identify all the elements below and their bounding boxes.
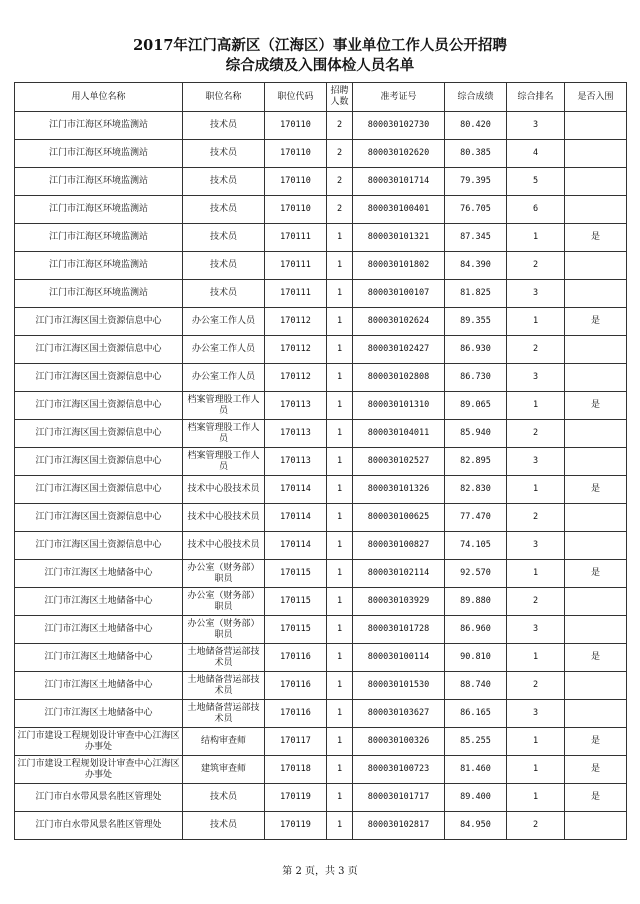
table-row xyxy=(15,756,627,784)
cell-shortlisted: 是 xyxy=(565,784,627,812)
cell-position: 档案管理股工作人员 xyxy=(183,448,265,476)
cell-quota: 1 xyxy=(327,504,353,532)
header-shortlisted: 是否入围 xyxy=(565,83,627,112)
cell-rank: 1 xyxy=(507,308,565,336)
cell-ticket: 800030100107 xyxy=(353,280,445,308)
cell-unit: 江门市江海区土地储备中心 xyxy=(15,672,183,700)
cell-quota: 2 xyxy=(327,168,353,196)
cell-quota: 2 xyxy=(327,112,353,140)
cell-rank: 3 xyxy=(507,364,565,392)
cell-rank: 3 xyxy=(507,280,565,308)
cell-code: 170113 xyxy=(265,392,327,420)
cell-unit: 江门市江海区国土资源信息中心 xyxy=(15,392,183,420)
cell-score: 86.930 xyxy=(445,336,507,364)
cell-unit: 江门市江海区土地储备中心 xyxy=(15,560,183,588)
cell-ticket: 800030100625 xyxy=(353,504,445,532)
table-row xyxy=(15,532,627,560)
cell-unit: 江门市江海区环境监测站 xyxy=(15,112,183,140)
cell-score: 85.940 xyxy=(445,420,507,448)
cell-code: 170114 xyxy=(265,532,327,560)
table-row xyxy=(15,252,627,280)
cell-code: 170116 xyxy=(265,644,327,672)
cell-rank: 1 xyxy=(507,224,565,252)
table-row xyxy=(15,336,627,364)
table-row xyxy=(15,420,627,448)
table-row xyxy=(15,448,627,476)
cell-score: 89.880 xyxy=(445,588,507,616)
cell-code: 170114 xyxy=(265,476,327,504)
cell-code: 170115 xyxy=(265,560,327,588)
cell-rank: 2 xyxy=(507,420,565,448)
cell-rank: 1 xyxy=(507,644,565,672)
table-row xyxy=(15,616,627,644)
cell-quota: 1 xyxy=(327,280,353,308)
cell-unit: 江门市江海区环境监测站 xyxy=(15,280,183,308)
cell-quota: 1 xyxy=(327,756,353,784)
cell-position: 办公室工作人员 xyxy=(183,336,265,364)
cell-position: 技术员 xyxy=(183,224,265,252)
cell-score: 86.730 xyxy=(445,364,507,392)
cell-position: 办公室（财务部）职员 xyxy=(183,588,265,616)
cell-position: 档案管理股工作人员 xyxy=(183,392,265,420)
cell-score: 76.705 xyxy=(445,196,507,224)
cell-unit: 江门市江海区土地储备中心 xyxy=(15,644,183,672)
cell-quota: 1 xyxy=(327,252,353,280)
cell-position: 办公室工作人员 xyxy=(183,308,265,336)
table-header-row xyxy=(15,83,627,112)
table-row xyxy=(15,112,627,140)
cell-quota: 2 xyxy=(327,140,353,168)
cell-score: 85.255 xyxy=(445,728,507,756)
cell-rank: 5 xyxy=(507,168,565,196)
cell-rank: 1 xyxy=(507,560,565,588)
table-row xyxy=(15,308,627,336)
cell-ticket: 800030101728 xyxy=(353,616,445,644)
cell-quota: 1 xyxy=(327,308,353,336)
cell-score: 82.895 xyxy=(445,448,507,476)
cell-shortlisted xyxy=(565,364,627,392)
cell-ticket: 800030100401 xyxy=(353,196,445,224)
cell-position: 技术员 xyxy=(183,112,265,140)
cell-ticket: 800030102114 xyxy=(353,560,445,588)
cell-score: 86.165 xyxy=(445,700,507,728)
cell-shortlisted: 是 xyxy=(565,728,627,756)
cell-unit: 江门市江海区环境监测站 xyxy=(15,196,183,224)
cell-shortlisted: 是 xyxy=(565,308,627,336)
cell-quota: 1 xyxy=(327,588,353,616)
cell-unit: 江门市江海区环境监测站 xyxy=(15,140,183,168)
cell-ticket: 800030104011 xyxy=(353,420,445,448)
cell-ticket: 800030102730 xyxy=(353,112,445,140)
cell-score: 89.400 xyxy=(445,784,507,812)
cell-quota: 1 xyxy=(327,448,353,476)
cell-shortlisted xyxy=(565,196,627,224)
cell-unit: 江门市江海区环境监测站 xyxy=(15,252,183,280)
cell-shortlisted xyxy=(565,672,627,700)
cell-ticket: 800030103627 xyxy=(353,700,445,728)
cell-shortlisted xyxy=(565,448,627,476)
table-row xyxy=(15,280,627,308)
header-score: 综合成绩 xyxy=(445,83,507,112)
table-row xyxy=(15,224,627,252)
cell-code: 170111 xyxy=(265,280,327,308)
table-row xyxy=(15,364,627,392)
cell-score: 77.470 xyxy=(445,504,507,532)
cell-score: 80.385 xyxy=(445,140,507,168)
cell-code: 170110 xyxy=(265,140,327,168)
cell-quota: 1 xyxy=(327,224,353,252)
cell-score: 81.825 xyxy=(445,280,507,308)
cell-shortlisted xyxy=(565,700,627,728)
table-row xyxy=(15,140,627,168)
cell-unit: 江门市江海区土地储备中心 xyxy=(15,616,183,644)
cell-rank: 3 xyxy=(507,616,565,644)
cell-rank: 3 xyxy=(507,700,565,728)
cell-shortlisted: 是 xyxy=(565,756,627,784)
cell-rank: 3 xyxy=(507,532,565,560)
cell-ticket: 800030101717 xyxy=(353,784,445,812)
cell-code: 170113 xyxy=(265,420,327,448)
cell-position: 建筑审查师 xyxy=(183,756,265,784)
cell-score: 79.395 xyxy=(445,168,507,196)
cell-unit: 江门市江海区国土资源信息中心 xyxy=(15,420,183,448)
cell-rank: 2 xyxy=(507,812,565,840)
cell-code: 170118 xyxy=(265,756,327,784)
cell-rank: 3 xyxy=(507,448,565,476)
cell-code: 170119 xyxy=(265,812,327,840)
cell-score: 74.105 xyxy=(445,532,507,560)
cell-position: 土地储备营运部技术员 xyxy=(183,700,265,728)
cell-score: 81.460 xyxy=(445,756,507,784)
cell-code: 170115 xyxy=(265,588,327,616)
cell-ticket: 800030100723 xyxy=(353,756,445,784)
results-table xyxy=(14,82,627,840)
cell-position: 技术员 xyxy=(183,812,265,840)
cell-score: 86.960 xyxy=(445,616,507,644)
cell-position: 技术中心股技术员 xyxy=(183,504,265,532)
cell-rank: 1 xyxy=(507,476,565,504)
cell-score: 89.355 xyxy=(445,308,507,336)
cell-position: 技术员 xyxy=(183,168,265,196)
cell-rank: 2 xyxy=(507,588,565,616)
cell-quota: 1 xyxy=(327,560,353,588)
cell-shortlisted xyxy=(565,112,627,140)
cell-ticket: 800030102427 xyxy=(353,336,445,364)
header-rank: 综合排名 xyxy=(507,83,565,112)
cell-code: 170115 xyxy=(265,616,327,644)
table-row xyxy=(15,560,627,588)
cell-position: 技术中心股技术员 xyxy=(183,476,265,504)
cell-rank: 1 xyxy=(507,392,565,420)
cell-unit: 江门市江海区国土资源信息中心 xyxy=(15,532,183,560)
cell-ticket: 800030101310 xyxy=(353,392,445,420)
cell-shortlisted: 是 xyxy=(565,560,627,588)
table-row xyxy=(15,672,627,700)
cell-position: 办公室（财务部）职员 xyxy=(183,616,265,644)
table-row xyxy=(15,784,627,812)
cell-position: 土地储备营运部技术员 xyxy=(183,672,265,700)
cell-unit: 江门市建设工程规划设计审查中心江海区办事处 xyxy=(15,728,183,756)
cell-unit: 江门市江海区国土资源信息中心 xyxy=(15,364,183,392)
cell-shortlisted: 是 xyxy=(565,392,627,420)
cell-ticket: 800030100326 xyxy=(353,728,445,756)
cell-ticket: 800030102624 xyxy=(353,308,445,336)
cell-shortlisted xyxy=(565,280,627,308)
header-position: 职位名称 xyxy=(183,83,265,112)
cell-shortlisted xyxy=(565,588,627,616)
cell-unit: 江门市江海区国土资源信息中心 xyxy=(15,308,183,336)
cell-code: 170110 xyxy=(265,168,327,196)
cell-unit: 江门市江海区国土资源信息中心 xyxy=(15,504,183,532)
table-row xyxy=(15,812,627,840)
cell-unit: 江门市江海区环境监测站 xyxy=(15,224,183,252)
cell-shortlisted xyxy=(565,420,627,448)
cell-position: 技术员 xyxy=(183,252,265,280)
cell-score: 89.065 xyxy=(445,392,507,420)
document-subtitle: 综合成绩及入围体检人员名单 xyxy=(225,57,415,74)
cell-unit: 江门市建设工程规划设计审查中心江海区办事处 xyxy=(15,756,183,784)
cell-unit: 江门市江海区土地储备中心 xyxy=(15,588,183,616)
cell-ticket: 800030101714 xyxy=(353,168,445,196)
cell-shortlisted xyxy=(565,504,627,532)
cell-position: 档案管理股工作人员 xyxy=(183,420,265,448)
cell-shortlisted xyxy=(565,168,627,196)
cell-code: 170110 xyxy=(265,112,327,140)
cell-quota: 1 xyxy=(327,476,353,504)
header-unit: 用人单位名称 xyxy=(15,83,183,112)
cell-unit: 江门市江海区国土资源信息中心 xyxy=(15,336,183,364)
table-body xyxy=(15,112,627,840)
cell-ticket: 800030101802 xyxy=(353,252,445,280)
cell-score: 92.570 xyxy=(445,560,507,588)
cell-code: 170113 xyxy=(265,448,327,476)
document-title: 2017年江门高新区（江海区）事业单位工作人员公开招聘 xyxy=(133,37,507,54)
table-row xyxy=(15,168,627,196)
cell-ticket: 800030102527 xyxy=(353,448,445,476)
cell-position: 办公室工作人员 xyxy=(183,364,265,392)
header-code: 职位代码 xyxy=(265,83,327,112)
cell-position: 土地储备营运部技术员 xyxy=(183,644,265,672)
cell-shortlisted xyxy=(565,616,627,644)
cell-ticket: 800030102808 xyxy=(353,364,445,392)
cell-ticket: 800030100827 xyxy=(353,532,445,560)
table-row xyxy=(15,644,627,672)
cell-unit: 江门市江海区国土资源信息中心 xyxy=(15,448,183,476)
table-row xyxy=(15,504,627,532)
cell-position: 技术员 xyxy=(183,784,265,812)
cell-code: 170112 xyxy=(265,308,327,336)
cell-shortlisted xyxy=(565,812,627,840)
cell-unit: 江门市江海区国土资源信息中心 xyxy=(15,476,183,504)
cell-rank: 1 xyxy=(507,728,565,756)
cell-quota: 1 xyxy=(327,644,353,672)
cell-code: 170111 xyxy=(265,252,327,280)
cell-position: 技术中心股技术员 xyxy=(183,532,265,560)
cell-shortlisted: 是 xyxy=(565,644,627,672)
cell-quota: 1 xyxy=(327,616,353,644)
cell-code: 170116 xyxy=(265,672,327,700)
cell-unit: 江门市白水带风景名胜区管理处 xyxy=(15,812,183,840)
cell-rank: 6 xyxy=(507,196,565,224)
table-row xyxy=(15,700,627,728)
cell-code: 170116 xyxy=(265,700,327,728)
cell-position: 技术员 xyxy=(183,140,265,168)
table-row xyxy=(15,588,627,616)
cell-score: 84.950 xyxy=(445,812,507,840)
cell-code: 170112 xyxy=(265,364,327,392)
cell-ticket: 800030101326 xyxy=(353,476,445,504)
cell-quota: 1 xyxy=(327,700,353,728)
cell-rank: 2 xyxy=(507,336,565,364)
cell-quota: 1 xyxy=(327,336,353,364)
cell-position: 办公室（财务部）职员 xyxy=(183,560,265,588)
cell-quota: 1 xyxy=(327,672,353,700)
table-row xyxy=(15,476,627,504)
cell-score: 90.810 xyxy=(445,644,507,672)
cell-quota: 1 xyxy=(327,364,353,392)
cell-score: 87.345 xyxy=(445,224,507,252)
page-number: 第 2 页，共 3 页 xyxy=(282,866,358,877)
cell-rank: 1 xyxy=(507,784,565,812)
cell-code: 170112 xyxy=(265,336,327,364)
cell-unit: 江门市白水带风景名胜区管理处 xyxy=(15,784,183,812)
cell-shortlisted xyxy=(565,336,627,364)
cell-position: 技术员 xyxy=(183,196,265,224)
cell-ticket: 800030103929 xyxy=(353,588,445,616)
cell-quota: 1 xyxy=(327,420,353,448)
cell-rank: 2 xyxy=(507,672,565,700)
cell-quota: 1 xyxy=(327,532,353,560)
cell-rank: 4 xyxy=(507,140,565,168)
table-row xyxy=(15,392,627,420)
cell-rank: 2 xyxy=(507,252,565,280)
cell-score: 80.420 xyxy=(445,112,507,140)
table-row xyxy=(15,196,627,224)
cell-rank: 1 xyxy=(507,756,565,784)
cell-code: 170111 xyxy=(265,224,327,252)
cell-quota: 2 xyxy=(327,196,353,224)
header-quota: 招聘人数 xyxy=(327,83,353,112)
cell-shortlisted: 是 xyxy=(565,224,627,252)
cell-quota: 1 xyxy=(327,392,353,420)
cell-score: 82.830 xyxy=(445,476,507,504)
cell-score: 84.390 xyxy=(445,252,507,280)
cell-ticket: 800030102817 xyxy=(353,812,445,840)
table-row xyxy=(15,728,627,756)
cell-quota: 1 xyxy=(327,728,353,756)
cell-position: 技术员 xyxy=(183,280,265,308)
cell-ticket: 800030102620 xyxy=(353,140,445,168)
cell-code: 170119 xyxy=(265,784,327,812)
cell-unit: 江门市江海区土地储备中心 xyxy=(15,700,183,728)
cell-shortlisted: 是 xyxy=(565,476,627,504)
cell-shortlisted xyxy=(565,532,627,560)
cell-score: 88.740 xyxy=(445,672,507,700)
cell-position: 结构审查师 xyxy=(183,728,265,756)
cell-code: 170117 xyxy=(265,728,327,756)
cell-rank: 3 xyxy=(507,112,565,140)
cell-unit: 江门市江海区环境监测站 xyxy=(15,168,183,196)
cell-shortlisted xyxy=(565,140,627,168)
cell-code: 170114 xyxy=(265,504,327,532)
cell-shortlisted xyxy=(565,252,627,280)
cell-quota: 1 xyxy=(327,784,353,812)
cell-ticket: 800030101530 xyxy=(353,672,445,700)
header-ticket: 准考证号 xyxy=(353,83,445,112)
cell-ticket: 800030101321 xyxy=(353,224,445,252)
cell-rank: 2 xyxy=(507,504,565,532)
cell-quota: 1 xyxy=(327,812,353,840)
cell-ticket: 800030100114 xyxy=(353,644,445,672)
cell-code: 170110 xyxy=(265,196,327,224)
